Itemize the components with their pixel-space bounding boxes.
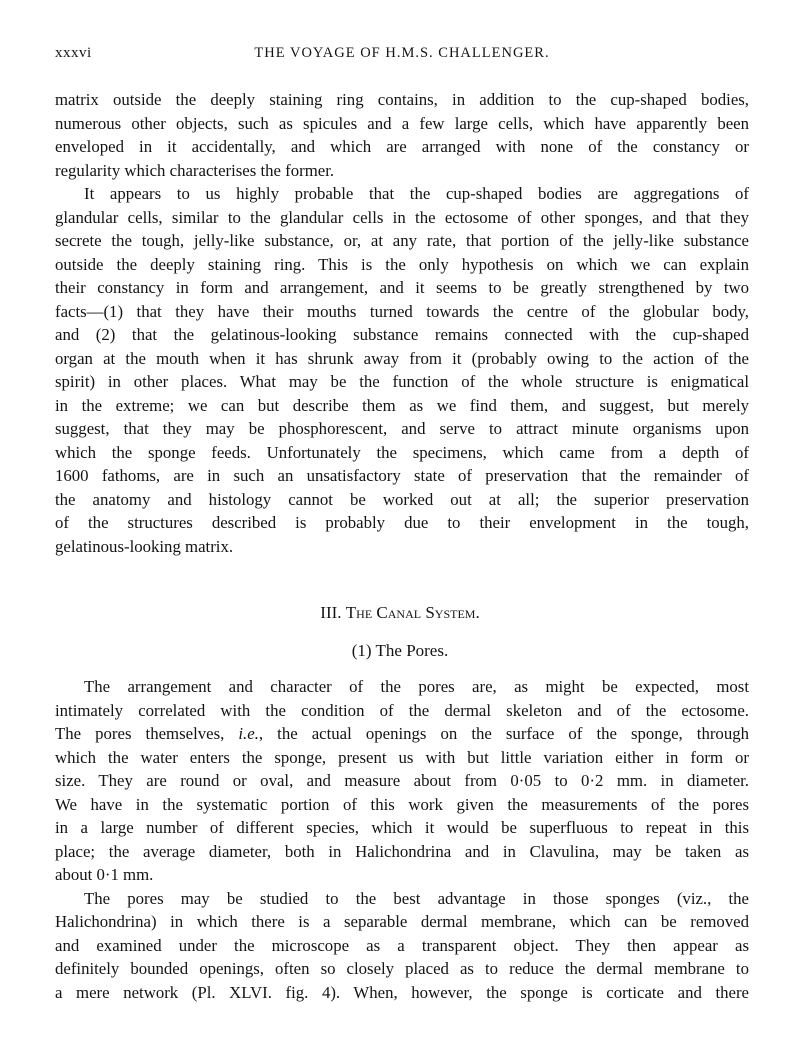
text-segment: , the actual openings on the surface of the sponge, through [258,724,749,743]
text-line: outside the deeply staining ring. This is the only hypothesis on which we can explain [55,254,749,274]
text-line: suggest, that they may be phosphorescent, and serve to attract minute organisms upon [55,419,749,438]
text-line: spirit) in other places. What may be the function of the whole structure is enigmatical [55,372,749,391]
text-line: definitely bounded openings, often so closely placed as to reduce the dermal membrane to [55,959,749,978]
text-line: We have in the systematic portion of this work given the measurements of the pores [55,794,749,814]
text-line: intimately correlated with the condition of the dermal skeleton and of the ectosome. [55,700,749,720]
running-title: THE VOYAGE OF H.M.S. CHALLENGER. [254,45,550,61]
section-numeral: III. [320,603,346,622]
text-line: matrix outside the deeply staining ring contains, in addition to the cup-shaped bodies, [55,90,749,109]
text-line: their constancy in form and arrangement, and it seems to be greatly strengthened by two [55,278,749,297]
text-line: size. They are round or oval, and measure about from 0·05 to 0·2 mm. in diameter. [55,771,749,790]
text-line: facts—(1) that they have their mouths turned towards the centre of the globular body, [55,301,749,321]
text-line: glandular cells, similar to the glandular cells in the ectosome of other sponges, and that they [55,207,749,227]
page-number: xxxvi [55,45,92,61]
text-line: in the extreme; we can but describe them as we find them, and suggest, but merely [55,395,749,415]
text-line: and (2) that the gelatinous-looking substance remains connected with the cup-shaped [55,325,749,344]
text-line [55,722,749,746]
section-heading [0,603,800,623]
subsection-heading: (1) The Pores. [351,641,449,660]
text-line: numerous other objects, such as spicules and a few large cells, which have apparently been [55,113,749,133]
text-line: of the structures described is probably due to their envelopment in the tough, [55,513,749,532]
text-line: The arrangement and character of the pores are, as might be expected, most [84,677,749,696]
text-line: the anatomy and histology cannot be worked out at all; the superior preservation [55,489,749,509]
text-line: gelatinous-looking matrix. [55,536,234,556]
running-header [55,45,749,67]
text-line: about 0·1 mm. [55,865,154,884]
body-text-pores [55,675,749,1004]
text-line: organ at the mouth when it has shrunk away from it (probably owing to the action of the [55,348,749,368]
text-line: Halichondrina) in which there is a separable dermal membrane, which can be removed [55,912,749,931]
text-line: regularity which characterises the former. [55,160,335,180]
text-line: place; the average diameter, both in Halichondrina and in Clavulina, may be taken as [55,841,749,861]
text-segment: The pores themselves, [55,724,239,743]
text-line: which the sponge feeds. Unfortunately the specimens, which came from a depth of [55,442,749,462]
text-line: enveloped in it accidentally, and which are arranged with none of the constancy or [55,137,749,156]
text-line: in a large number of different species, which it would be superfluous to repeat in this [55,818,749,837]
text-line: and examined under the microscope as a transparent object. They then appear as [55,935,749,955]
text-line: which the water enters the sponge, present us with but little variation either in form or [55,747,749,767]
text-line: a mere network (Pl. XLVI. fig. 4). When, however, the sponge is corticate and there [55,982,749,1002]
body-text-continued [55,88,749,558]
text-line: secrete the tough, jelly-like substance, or, at any rate, that portion of the jelly-like substance [55,231,749,250]
italic-abbreviation: i.e. [238,724,259,743]
text-line: 1600 fathoms, are in such an unsatisfactory state of preservation that the remainder of [55,466,749,485]
text-line: It appears to us highly probable that the cup-shaped bodies are aggregations of [84,184,749,203]
section-title: The Canal System. [345,603,480,622]
text-line: The pores may be studied to the best advantage in those sponges (viz., the [84,888,749,908]
